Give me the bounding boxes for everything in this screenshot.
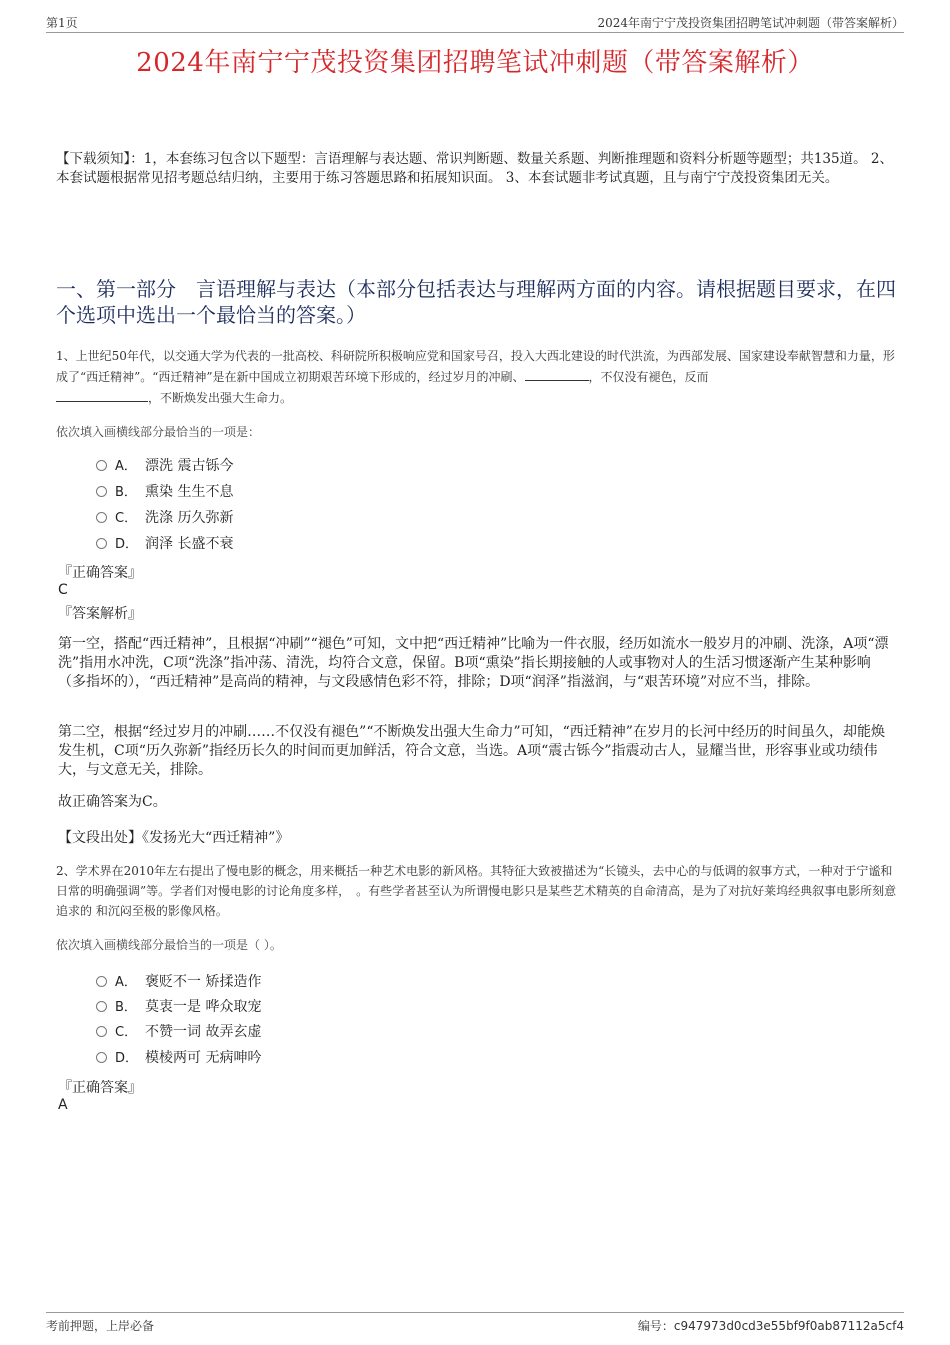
header-doc-title: 2024年南宁宁茂投资集团招聘笔试冲刺题（带答案解析） — [597, 16, 904, 30]
option-letter: B． — [115, 1000, 137, 1015]
radio-icon[interactable] — [96, 976, 107, 987]
option-letter: A． — [115, 459, 137, 474]
radio-icon[interactable] — [96, 1052, 107, 1063]
question-1-analysis-label: 『答案解析』 — [58, 606, 142, 622]
footer-code-value: c947973d0cd3e55bf9f0ab87112a5cf4 — [673, 1319, 904, 1333]
option-text: 洗涤 历久弥新 — [145, 510, 234, 526]
option-letter: C． — [115, 1025, 138, 1040]
option-letter: A． — [115, 975, 137, 990]
question-2-option-d[interactable] — [96, 1048, 261, 1068]
footer-code — [638, 1317, 904, 1334]
blank-2 — [56, 387, 148, 402]
question-1-analysis-para-2: 第二空，根据“经过岁月的冲刷……不仅没有褪色”“不断焕发出强大生命力”可知，“西迁精神”在岁月的长河中经历的时间虽久，却能焕发生机，C项“历久弥新”指经历长久的时间而更加鲜活，符合文意，当选。A项“震古铄今”指震动古人，显耀当世，形容事业或功绩伟大，与文意无关，排除。 — [58, 724, 885, 778]
option-letter: D． — [115, 1051, 139, 1066]
option-text: 不赞一词 故弄玄虚 — [145, 1024, 262, 1040]
question-1-stem — [56, 346, 898, 408]
question-2-option-a[interactable] — [96, 972, 261, 992]
radio-icon[interactable] — [96, 538, 107, 549]
option-text: 褒贬不一 矫揉造作 — [145, 974, 262, 990]
question-2-stem: 2、学术界在2010年左右提出了慢电影的概念，用来概括一种艺术电影的新风格。其特征大致被描述为“长镜头，去中心的与低调的叙事方式，一种对于宁谧和日常的明确强调”等。学者们对慢电影的讨论角度多样， 。有些学者甚至认为所谓慢电影只是某些艺术精英的自命清高，是为了对抗好莱坞经典叙事电影所刻意追求的 和沉闷至极的影像风格。 — [56, 864, 897, 918]
question-1-option-c[interactable] — [96, 508, 233, 528]
question-1-stem-part-c: ，不断焕发出强大生命力。 — [148, 391, 293, 405]
question-2-option-b[interactable] — [96, 997, 261, 1017]
footer-slogan: 考前押题，上岸必备 — [46, 1319, 155, 1333]
page-number: 第1页 — [46, 16, 78, 30]
option-letter: D． — [115, 537, 139, 552]
question-1-analysis-para-1: 第一空，搭配“西迁精神”，且根据“冲刷”“褪色”可知，文中把“西迁精神”比喻为一件衣服，经历如流水一般岁月的冲刷、洗涤，A项“漂洗”指用水冲洗，C项“洗涤”指冲荡、清洗，均符合文意，保留。B项“熏染”指长期接触的人或事物对人的生活习惯逐渐产生某种影响（多指坏的），“西迁精神”是高尚的精神，与文段感情色彩不符，排除；D项“润泽”指滋润，与“艰苦环境”对应不当，排除。 — [58, 636, 889, 690]
radio-icon[interactable] — [96, 1001, 107, 1012]
question-2-option-c[interactable] — [96, 1022, 261, 1042]
option-text: 模棱两可 无病呻吟 — [145, 1050, 262, 1066]
radio-icon[interactable] — [96, 460, 107, 471]
download-notice: 【下载须知】：1，本套练习包含以下题型：言语理解与表达题、常识判断题、数量关系题、判断推理题和资料分析题等题型；共135道。 2、本套试题根据常见招考题总结归纳，主要用于练习答题思路和拓展知识面。 3、本套试题非考试真题，且与南宁宁茂投资集团无关。 — [56, 151, 893, 186]
radio-icon[interactable] — [96, 512, 107, 523]
document-title: 2024年南宁宁茂投资集团招聘笔试冲刺题（带答案解析） — [136, 48, 814, 78]
question-1-source: 【文段出处】《发扬光大“西迁精神”》 — [58, 830, 290, 846]
option-text: 润泽 长盛不衰 — [145, 536, 234, 552]
blank-1 — [525, 366, 589, 381]
question-1-answer: C — [58, 582, 68, 598]
question-1-conclusion: 故正确答案为C。 — [58, 794, 167, 810]
question-1-stem-part-a: 1、上世纪50年代，以交通大学为代表的一批高校、科研院所积极响应党和国家号召，投入大西北建设的时代洪流，为西部发展、国家建设奉献智慧和力量，形成了“西迁精神”。“西迁精神”是在新中国成立初期艰苦环境下形成的，经过岁月的冲刷、 — [56, 349, 895, 384]
question-2-answer-label: 『正确答案』 — [58, 1080, 142, 1096]
question-1-option-a[interactable] — [96, 456, 233, 476]
question-1-stem-part-b: ，不仅没有褪色，反而 — [588, 370, 709, 384]
question-1-option-b[interactable] — [96, 482, 233, 502]
radio-icon[interactable] — [96, 1026, 107, 1037]
radio-icon[interactable] — [96, 486, 107, 497]
question-1-answer-label: 『正确答案』 — [58, 565, 142, 581]
option-text: 熏染 生生不息 — [145, 484, 234, 500]
option-letter: C． — [115, 511, 138, 526]
question-2-answer: A — [58, 1097, 68, 1113]
footer-code-label: 编号： — [637, 1319, 674, 1333]
question-2-ask: 依次填入画横线部分最恰当的一项是（ ）。 — [56, 938, 282, 952]
option-text: 莫衷一是 哗众取宠 — [145, 999, 262, 1015]
page-header — [46, 12, 904, 33]
page-footer — [46, 1312, 904, 1335]
option-text: 漂洗 震古铄今 — [145, 458, 234, 474]
section-title: 一、第一部分 言语理解与表达（本部分包括表达与理解两方面的内容。请根据题目要求，在四个选项中选出一个最恰当的答案。） — [56, 277, 896, 327]
question-1-ask: 依次填入画横线部分最恰当的一项是： — [56, 425, 261, 439]
option-letter: B． — [115, 485, 137, 500]
question-1-option-d[interactable] — [96, 534, 233, 554]
